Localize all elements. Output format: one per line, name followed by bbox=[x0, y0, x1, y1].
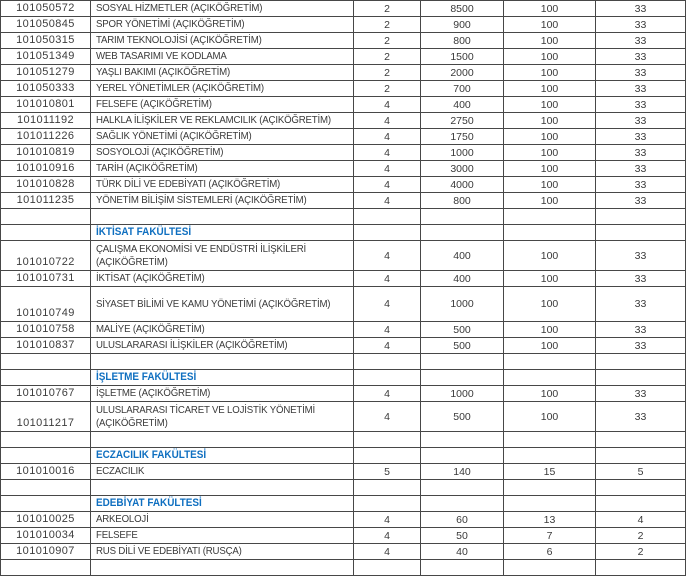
text-line: ÇALIŞMA EKONOMİSİ VE ENDÜSTRİ İLİŞKİLERİ bbox=[96, 243, 307, 255]
value-cell: 33 bbox=[596, 1, 686, 17]
program-name-cell bbox=[91, 464, 354, 480]
value-cell: 100 bbox=[504, 338, 596, 354]
program-row bbox=[1, 17, 686, 33]
program-row bbox=[1, 528, 686, 544]
program-name-cell bbox=[91, 528, 354, 544]
value-cell: 4 bbox=[354, 161, 421, 177]
value-cell: 1000 bbox=[421, 386, 504, 402]
program-code-cell: 101011226 bbox=[1, 129, 91, 145]
value-cell: 900 bbox=[421, 17, 504, 33]
value-cell: 100 bbox=[504, 161, 596, 177]
value-cell: 33 bbox=[596, 271, 686, 287]
program-name-cell bbox=[91, 97, 354, 113]
value-cell: 2 bbox=[354, 49, 421, 65]
text-line: TARIM TEKNOLOJİSİ (AÇIKÖĞRETİM) bbox=[96, 34, 262, 47]
text-line: TÜRK DİLİ VE EDEBİYATI (AÇIKÖĞRETİM) bbox=[96, 178, 281, 191]
faculty-title-cell bbox=[91, 448, 354, 464]
value-cell: 4000 bbox=[421, 177, 504, 193]
text-line: İŞLETME FAKÜLTESİ bbox=[96, 371, 197, 384]
text-line: TARİH (AÇIKÖĞRETİM) bbox=[96, 162, 198, 175]
value-cell: 100 bbox=[504, 49, 596, 65]
program-row bbox=[1, 129, 686, 145]
value-cell bbox=[421, 448, 504, 464]
value-cell: 4 bbox=[354, 287, 421, 322]
value-cell: 33 bbox=[596, 402, 686, 432]
program-name-cell bbox=[91, 161, 354, 177]
program-row bbox=[1, 177, 686, 193]
program-name-cell bbox=[91, 113, 354, 129]
value-cell: 2 bbox=[354, 33, 421, 49]
value-cell: 100 bbox=[504, 287, 596, 322]
value-cell: 33 bbox=[596, 193, 686, 209]
text-line: WEB TASARIMI VE KODLAMA bbox=[96, 50, 227, 63]
value-cell bbox=[504, 225, 596, 241]
value-cell bbox=[421, 209, 504, 225]
program-row bbox=[1, 338, 686, 354]
value-cell: 1750 bbox=[421, 129, 504, 145]
value-cell: 100 bbox=[504, 17, 596, 33]
value-cell: 8500 bbox=[421, 1, 504, 17]
value-cell bbox=[504, 560, 596, 576]
program-name-cell bbox=[91, 560, 354, 576]
value-cell: 15 bbox=[504, 464, 596, 480]
program-code-cell: 101010819 bbox=[1, 145, 91, 161]
text-line: İKTİSAT FAKÜLTESİ bbox=[96, 226, 192, 239]
program-row bbox=[1, 97, 686, 113]
value-cell bbox=[504, 480, 596, 496]
program-code-cell: 101011192 bbox=[1, 113, 91, 129]
program-row bbox=[1, 193, 686, 209]
value-cell bbox=[354, 225, 421, 241]
program-code-cell: 101010034 bbox=[1, 528, 91, 544]
program-row bbox=[1, 512, 686, 528]
program-row bbox=[1, 241, 686, 271]
value-cell bbox=[421, 496, 504, 512]
program-code-cell: 101010907 bbox=[1, 544, 91, 560]
program-name-cell bbox=[91, 402, 354, 432]
program-code-cell: 101011235 bbox=[1, 193, 91, 209]
value-cell: 33 bbox=[596, 177, 686, 193]
program-code-cell: 101010767 bbox=[1, 386, 91, 402]
program-code-cell bbox=[1, 209, 91, 225]
value-cell bbox=[421, 225, 504, 241]
value-cell: 4 bbox=[354, 177, 421, 193]
program-row bbox=[1, 322, 686, 338]
program-code-cell: 101010916 bbox=[1, 161, 91, 177]
value-cell: 4 bbox=[354, 512, 421, 528]
value-cell: 400 bbox=[421, 97, 504, 113]
spacer-row bbox=[1, 432, 686, 448]
value-cell: 33 bbox=[596, 287, 686, 322]
program-row bbox=[1, 65, 686, 81]
program-code-cell: 101011217 bbox=[1, 402, 91, 432]
program-row bbox=[1, 402, 686, 432]
text-line: EDEBİYAT FAKÜLTESİ bbox=[96, 497, 202, 510]
program-code-cell: 101010025 bbox=[1, 512, 91, 528]
program-code-cell bbox=[1, 370, 91, 386]
program-name-cell bbox=[91, 49, 354, 65]
value-cell: 4 bbox=[354, 129, 421, 145]
program-code-cell bbox=[1, 480, 91, 496]
text-line: ARKEOLOJİ bbox=[96, 513, 149, 526]
program-name-cell bbox=[91, 241, 354, 271]
value-cell: 2 bbox=[354, 17, 421, 33]
value-cell bbox=[596, 225, 686, 241]
faculty-section-row bbox=[1, 225, 686, 241]
value-cell: 33 bbox=[596, 81, 686, 97]
program-row bbox=[1, 271, 686, 287]
program-code-cell: 101010828 bbox=[1, 177, 91, 193]
program-row bbox=[1, 33, 686, 49]
value-cell bbox=[596, 448, 686, 464]
value-cell: 2 bbox=[354, 81, 421, 97]
value-cell: 33 bbox=[596, 33, 686, 49]
program-code-cell: 101010837 bbox=[1, 338, 91, 354]
value-cell: 33 bbox=[596, 65, 686, 81]
value-cell: 4 bbox=[354, 97, 421, 113]
program-row bbox=[1, 49, 686, 65]
value-cell: 100 bbox=[504, 65, 596, 81]
value-cell: 100 bbox=[504, 81, 596, 97]
program-code-cell bbox=[1, 448, 91, 464]
value-cell: 33 bbox=[596, 322, 686, 338]
program-name-cell bbox=[91, 287, 354, 322]
value-cell bbox=[596, 370, 686, 386]
spacer-row bbox=[1, 480, 686, 496]
value-cell: 4 bbox=[354, 528, 421, 544]
program-row bbox=[1, 386, 686, 402]
program-code-cell: 101051279 bbox=[1, 65, 91, 81]
value-cell: 100 bbox=[504, 1, 596, 17]
program-code-cell bbox=[1, 354, 91, 370]
text-line: (AÇIKÖĞRETİM) bbox=[96, 416, 168, 429]
program-code-cell: 101010016 bbox=[1, 464, 91, 480]
value-cell: 4 bbox=[354, 113, 421, 129]
program-name-cell bbox=[91, 512, 354, 528]
value-cell: 100 bbox=[504, 33, 596, 49]
program-code-cell: 101010722 bbox=[1, 241, 91, 271]
value-cell: 400 bbox=[421, 271, 504, 287]
value-cell bbox=[354, 370, 421, 386]
value-cell: 4 bbox=[596, 512, 686, 528]
faculty-section-row bbox=[1, 496, 686, 512]
value-cell: 7 bbox=[504, 528, 596, 544]
spacer-row bbox=[1, 354, 686, 370]
value-cell: 1000 bbox=[421, 287, 504, 322]
program-name-cell bbox=[91, 33, 354, 49]
value-cell bbox=[596, 432, 686, 448]
program-code-cell bbox=[1, 496, 91, 512]
value-cell bbox=[354, 432, 421, 448]
program-row bbox=[1, 113, 686, 129]
program-name-cell bbox=[91, 322, 354, 338]
value-cell bbox=[504, 432, 596, 448]
program-row bbox=[1, 1, 686, 17]
text-line: MALİYE (AÇIKÖĞRETİM) bbox=[96, 323, 205, 336]
value-cell bbox=[504, 496, 596, 512]
value-cell: 2 bbox=[596, 528, 686, 544]
text-line: ULUSLARARASI TİCARET VE LOJİSTİK YÖNETİMİ bbox=[96, 404, 316, 416]
value-cell: 100 bbox=[504, 271, 596, 287]
program-name-cell bbox=[91, 145, 354, 161]
program-name-cell bbox=[91, 65, 354, 81]
faculty-title-cell bbox=[91, 370, 354, 386]
text-line: (AÇIKÖĞRETİM) bbox=[96, 255, 168, 268]
text-line: HALKLA İLİŞKİLER VE REKLAMCILIK (AÇIKÖĞRETİM) bbox=[96, 114, 331, 127]
program-code-cell bbox=[1, 560, 91, 576]
value-cell bbox=[354, 354, 421, 370]
program-name-cell bbox=[91, 271, 354, 287]
value-cell: 13 bbox=[504, 512, 596, 528]
value-cell: 2 bbox=[596, 544, 686, 560]
program-row bbox=[1, 161, 686, 177]
value-cell: 4 bbox=[354, 271, 421, 287]
program-row bbox=[1, 81, 686, 97]
value-cell: 4 bbox=[354, 322, 421, 338]
value-cell: 4 bbox=[354, 338, 421, 354]
value-cell: 400 bbox=[421, 241, 504, 271]
text-line: FELSEFE (AÇIKÖĞRETİM) bbox=[96, 98, 212, 111]
program-name-cell bbox=[91, 129, 354, 145]
program-name-cell bbox=[91, 193, 354, 209]
quota-table-body bbox=[1, 1, 686, 576]
program-row bbox=[1, 464, 686, 480]
text-line: SİYASET BİLİMİ VE KAMU YÖNETİMİ (AÇIKÖĞRETİM) bbox=[96, 297, 331, 310]
value-cell: 4 bbox=[354, 544, 421, 560]
faculty-section-row bbox=[1, 448, 686, 464]
value-cell bbox=[504, 354, 596, 370]
value-cell: 500 bbox=[421, 338, 504, 354]
value-cell: 33 bbox=[596, 49, 686, 65]
program-code-cell: 101051349 bbox=[1, 49, 91, 65]
program-name-cell bbox=[91, 17, 354, 33]
program-name-cell bbox=[91, 386, 354, 402]
value-cell: 33 bbox=[596, 129, 686, 145]
value-cell: 33 bbox=[596, 17, 686, 33]
value-cell: 4 bbox=[354, 193, 421, 209]
value-cell: 33 bbox=[596, 241, 686, 271]
value-cell: 4 bbox=[354, 386, 421, 402]
program-code-cell bbox=[1, 225, 91, 241]
program-code-cell: 101050572 bbox=[1, 1, 91, 17]
program-name-cell bbox=[91, 480, 354, 496]
value-cell bbox=[421, 560, 504, 576]
value-cell: 100 bbox=[504, 402, 596, 432]
faculty-section-row bbox=[1, 370, 686, 386]
text-line: SPOR YÖNETİMİ (AÇIKÖĞRETİM) bbox=[96, 18, 245, 31]
value-cell: 50 bbox=[421, 528, 504, 544]
text-line: FELSEFE bbox=[96, 529, 138, 542]
value-cell: 3000 bbox=[421, 161, 504, 177]
program-row bbox=[1, 544, 686, 560]
value-cell: 33 bbox=[596, 97, 686, 113]
program-name-cell bbox=[91, 81, 354, 97]
value-cell: 4 bbox=[354, 241, 421, 271]
value-cell: 33 bbox=[596, 338, 686, 354]
value-cell: 5 bbox=[354, 464, 421, 480]
value-cell bbox=[596, 480, 686, 496]
value-cell bbox=[421, 432, 504, 448]
text-line: YAŞLI BAKIMI (AÇIKÖĞRETİM) bbox=[96, 66, 231, 79]
text-line: İKTİSAT (AÇIKÖĞRETİM) bbox=[96, 272, 205, 285]
spacer-row bbox=[1, 209, 686, 225]
value-cell: 33 bbox=[596, 386, 686, 402]
value-cell: 100 bbox=[504, 113, 596, 129]
program-code-cell: 101050315 bbox=[1, 33, 91, 49]
program-name-cell bbox=[91, 209, 354, 225]
value-cell: 800 bbox=[421, 33, 504, 49]
value-cell: 33 bbox=[596, 113, 686, 129]
value-cell: 700 bbox=[421, 81, 504, 97]
value-cell: 500 bbox=[421, 402, 504, 432]
value-cell bbox=[354, 496, 421, 512]
value-cell: 800 bbox=[421, 193, 504, 209]
value-cell: 100 bbox=[504, 193, 596, 209]
value-cell: 33 bbox=[596, 161, 686, 177]
value-cell: 2750 bbox=[421, 113, 504, 129]
faculty-title-cell bbox=[91, 496, 354, 512]
value-cell: 100 bbox=[504, 241, 596, 271]
value-cell bbox=[504, 209, 596, 225]
value-cell: 2 bbox=[354, 65, 421, 81]
value-cell bbox=[354, 480, 421, 496]
value-cell bbox=[504, 370, 596, 386]
value-cell bbox=[354, 448, 421, 464]
value-cell bbox=[354, 560, 421, 576]
program-code-cell: 101010801 bbox=[1, 97, 91, 113]
value-cell: 100 bbox=[504, 322, 596, 338]
value-cell: 1500 bbox=[421, 49, 504, 65]
text-line: YÖNETİM BİLİŞİM SİSTEMLERİ (AÇIKÖĞRETİM) bbox=[96, 194, 307, 207]
program-name-cell bbox=[91, 354, 354, 370]
program-row bbox=[1, 287, 686, 322]
value-cell bbox=[354, 209, 421, 225]
program-name-cell bbox=[91, 177, 354, 193]
value-cell: 4 bbox=[354, 402, 421, 432]
value-cell bbox=[596, 496, 686, 512]
value-cell: 1000 bbox=[421, 145, 504, 161]
text-line: ULUSLARARASI İLİŞKİLER (AÇIKÖĞRETİM) bbox=[96, 339, 288, 352]
value-cell: 33 bbox=[596, 145, 686, 161]
program-row bbox=[1, 145, 686, 161]
text-line: SOSYOLOJİ (AÇIKÖĞRETİM) bbox=[96, 146, 224, 159]
value-cell: 140 bbox=[421, 464, 504, 480]
program-code-cell: 101050845 bbox=[1, 17, 91, 33]
program-code-cell: 101010749 bbox=[1, 287, 91, 322]
spacer-row bbox=[1, 560, 686, 576]
value-cell: 6 bbox=[504, 544, 596, 560]
value-cell: 100 bbox=[504, 145, 596, 161]
value-cell: 100 bbox=[504, 129, 596, 145]
text-line: YEREL YÖNETİMLER (AÇIKÖĞRETİM) bbox=[96, 82, 264, 95]
value-cell: 100 bbox=[504, 386, 596, 402]
text-line: ECZACILIK bbox=[96, 465, 145, 478]
value-cell bbox=[421, 354, 504, 370]
program-name-cell bbox=[91, 1, 354, 17]
program-name-cell bbox=[91, 544, 354, 560]
text-line: RUS DİLİ VE EDEBİYATI (RUSÇA) bbox=[96, 545, 242, 558]
value-cell bbox=[421, 480, 504, 496]
value-cell bbox=[504, 448, 596, 464]
program-name-cell bbox=[91, 338, 354, 354]
faculty-title-cell bbox=[91, 225, 354, 241]
program-code-cell: 101010731 bbox=[1, 271, 91, 287]
text-line: İŞLETME (AÇIKÖĞRETİM) bbox=[96, 387, 211, 400]
value-cell bbox=[596, 560, 686, 576]
value-cell: 4 bbox=[354, 145, 421, 161]
text-line: SAĞLIK YÖNETİMİ (AÇIKÖĞRETİM) bbox=[96, 130, 252, 143]
value-cell: 2 bbox=[354, 1, 421, 17]
text-line: ECZACILIK FAKÜLTESİ bbox=[96, 449, 207, 462]
value-cell: 60 bbox=[421, 512, 504, 528]
value-cell: 100 bbox=[504, 177, 596, 193]
program-code-cell bbox=[1, 432, 91, 448]
value-cell: 5 bbox=[596, 464, 686, 480]
value-cell bbox=[596, 209, 686, 225]
value-cell: 2000 bbox=[421, 65, 504, 81]
value-cell bbox=[421, 370, 504, 386]
program-code-cell: 101010758 bbox=[1, 322, 91, 338]
program-code-cell: 101050333 bbox=[1, 81, 91, 97]
value-cell: 500 bbox=[421, 322, 504, 338]
text-line: SOSYAL HİZMETLER (AÇIKÖĞRETİM) bbox=[96, 2, 263, 15]
value-cell bbox=[596, 354, 686, 370]
value-cell: 100 bbox=[504, 97, 596, 113]
program-name-cell bbox=[91, 432, 354, 448]
value-cell: 40 bbox=[421, 544, 504, 560]
